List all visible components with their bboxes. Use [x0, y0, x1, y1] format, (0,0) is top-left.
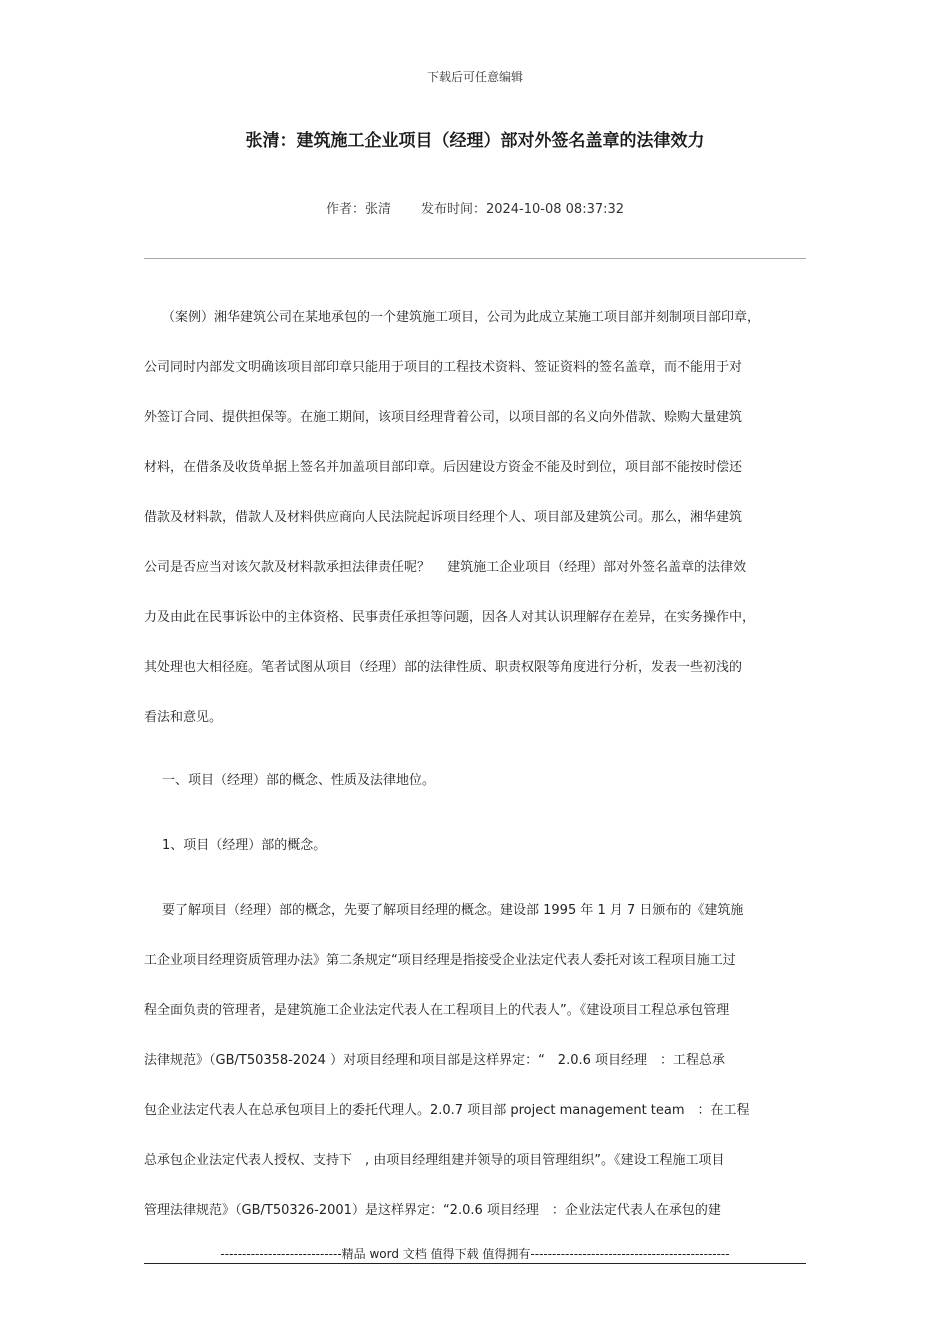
- header-note: 下载后可任意编辑: [426, 70, 523, 84]
- publish-time: 发布时间：2024-10-08 08:37:32: [420, 202, 625, 217]
- author-label: 作者：张清: [325, 202, 391, 217]
- paragraph-line: 公司同时内部发文明确该项目部印章只能用于项目的工程技术资料、签证资料的签名盖章，而不能用于对: [144, 360, 743, 375]
- paragraph-line: 管理法律规范》（GB/T50326-2001）是这样界定：“2.0.6 项目经理 ：企业法定代表人在承包的建: [144, 1203, 721, 1218]
- paragraph-line: 法律规范》（GB/T50358-2024 ）对项目经理和项目部是这样界定：“ 2.0.6 项目经理 ：工程总承: [144, 1053, 726, 1068]
- paragraph-line: 程全面负责的管理者，是建筑施工企业法定代表人在工程项目上的代表人”。《建设项目工程总承包管理: [144, 1003, 730, 1018]
- paragraph-line: 看法和意见。: [144, 710, 223, 725]
- section-heading: 一、项目（经理）部的概念、性质及法律地位。: [162, 773, 436, 788]
- top-divider: [144, 258, 806, 259]
- paragraph-line: 工企业项目经理资质管理办法》第二条规定“项目经理是指接受企业法定代表人委托对该工程项目施工过: [144, 953, 736, 968]
- paragraph-line: 材料，在借条及收货单据上签名并加盖项目部印章。后因建设方资金不能及时到位，项目部不能按时偿还: [144, 460, 743, 475]
- paragraph-line: 外签订合同、提供担保等。在施工期间，该项目经理背着公司，以项目部的名义向外借款、赊购大量建筑: [144, 410, 743, 425]
- subsection-heading: 1、项目（经理）部的概念。: [162, 838, 327, 853]
- paragraph-line: 要了解项目（经理）部的概念，先要了解项目经理的概念。建设部 1995 年 1 月 7 日颁布的《建筑施: [162, 903, 744, 918]
- paragraph-line: 力及由此在民事诉讼中的主体资格、民事责任承担等问题，因各人对其认识理解存在差异，在实务操作中，: [144, 610, 756, 625]
- article-meta: [0, 198, 950, 217]
- paragraph-line: 公司是否应当对该欠款及材料款承担法律责任呢？ 建筑施工企业项目（经理）部对外签名盖章的法律效: [144, 560, 747, 575]
- document-title: 张清：建筑施工企业项目（经理）部对外签名盖章的法律效力: [245, 131, 705, 151]
- paragraph-line: 包企业法定代表人在总承包项目上的委托代理人。2.0.7 项目部 project management team ：在工程: [144, 1103, 750, 1118]
- paragraph-line: 借款及材料款，借款人及材料供应商向人民法院起诉项目经理个人、项目部及建筑公司。那么，湘华建筑: [144, 510, 743, 525]
- footer-note: ----------------------------精品 word 文档 值得下载 值得拥有----------------------------------------------: [220, 1247, 730, 1261]
- paragraph-line: （案例）湘华建筑公司在某地承包的一个建筑施工项目，公司为此成立某施工项目部并刻制项目部印章，: [162, 310, 761, 325]
- paragraph-line: 总承包企业法定代表人授权、支持下 , 由项目经理组建并领导的项目管理组织”。《建设工程施工项目: [144, 1153, 725, 1168]
- bottom-divider: [144, 1263, 806, 1264]
- paragraph-line: 其处理也大相径庭。笔者试图从项目（经理）部的法律性质、职责权限等角度进行分析，发表一些初浅的: [144, 660, 743, 675]
